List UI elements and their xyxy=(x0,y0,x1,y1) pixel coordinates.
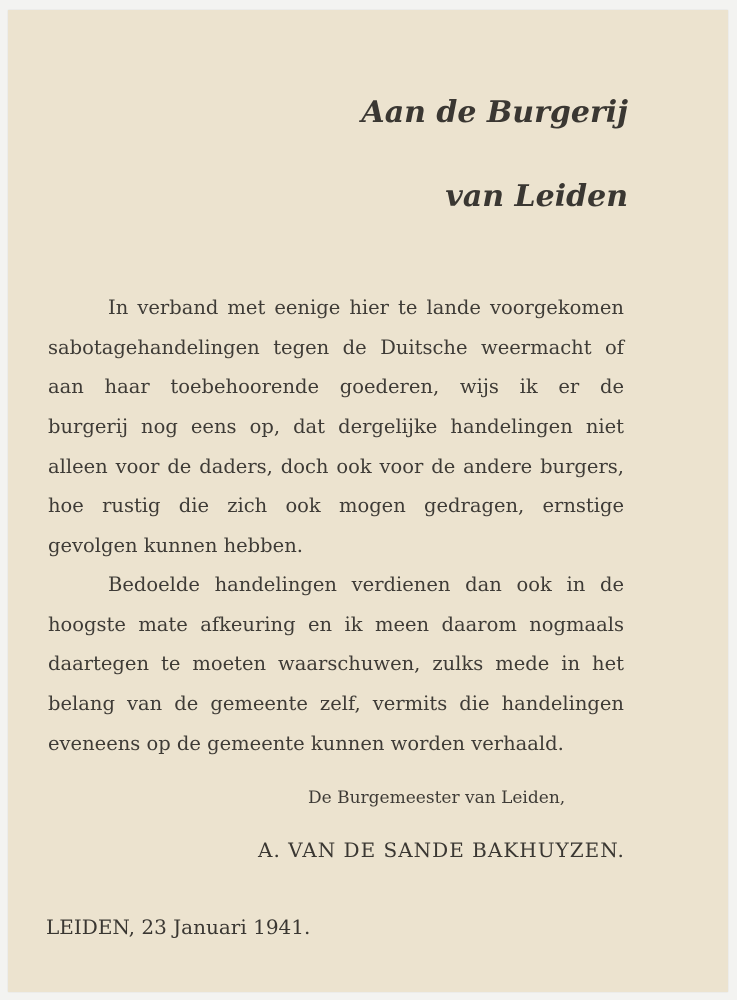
dateline: LEIDEN, 23 Januari 1941. xyxy=(46,915,311,939)
body-line: belang van de gemeente zelf, vermits die handelingen xyxy=(48,692,624,716)
body-line: hoe rustig die zich ook mogen gedragen, ernstige xyxy=(48,494,624,518)
body-paragraph-2 xyxy=(48,565,624,763)
body-line: sabotagehandelingen tegen de Duitsche weermacht of xyxy=(48,335,624,359)
body-line: aan haar toebehoorende goederen, wijs ik er de xyxy=(48,375,624,399)
heading-line-2: van Leiden xyxy=(445,179,628,214)
poster-sheet xyxy=(8,10,728,992)
body-paragraph-1 xyxy=(48,288,624,566)
heading-line-1: Aan de Burgerij xyxy=(361,95,628,130)
body-line: burgerij nog eens op, dat dergelijke handelingen niet xyxy=(48,415,624,439)
body-line: eveneens op de gemeente kunnen worden verhaald. xyxy=(48,731,564,755)
body-line: Bedoelde handelingen verdienen dan ook in de xyxy=(108,573,624,596)
body-line: hoogste mate afkeuring en ik meen daarom nogmaals xyxy=(48,612,624,636)
body-line: gevolgen kunnen hebben. xyxy=(48,534,303,558)
signoff-text: De Burgemeester van Leiden, xyxy=(308,788,566,808)
signature-name: A. VAN DE SANDE BAKHUYZEN. xyxy=(258,838,625,862)
body-line: In verband met eenige hier te lande voorgekomen xyxy=(108,296,624,319)
body-line: daartegen te moeten waarschuwen, zulks mede in het xyxy=(48,652,624,676)
body-line: alleen voor de daders, doch ook voor de andere burgers, xyxy=(48,454,624,478)
